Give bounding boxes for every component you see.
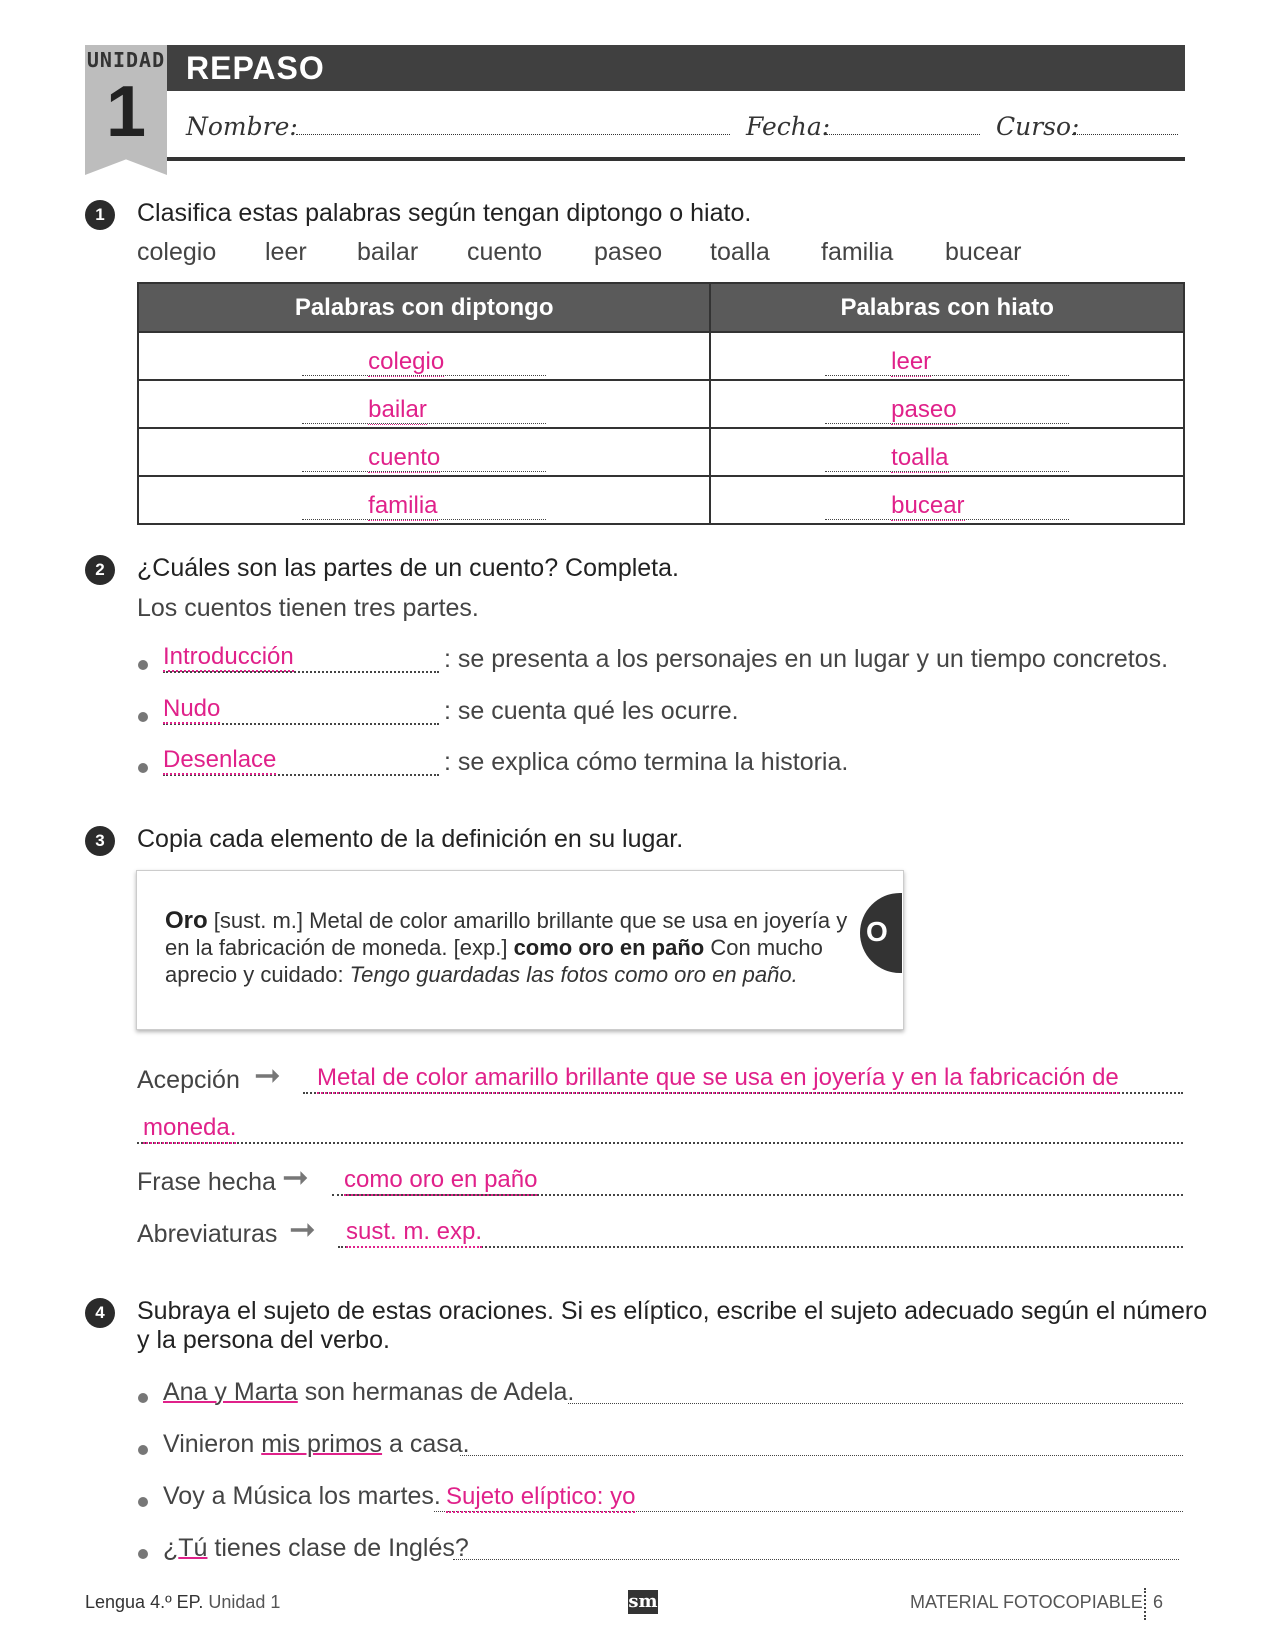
answer-field[interactable] [338, 1216, 1183, 1248]
sentence-post: son hermanas de Adela. [297, 1378, 575, 1406]
table-cell[interactable] [710, 476, 1184, 524]
table-header-hiato: Palabras con hiato [710, 283, 1184, 332]
answer-text: sust. m. exp. [346, 1218, 482, 1248]
exercise-instruction: ¿Cuáles son las partes de un cuento? Completa. [137, 554, 679, 582]
dictionary-entry [165, 907, 850, 988]
word-item: bailar [357, 238, 419, 266]
sentence-post: a casa. [382, 1430, 470, 1458]
sentence [163, 1430, 470, 1459]
answer-field[interactable] [434, 1482, 1183, 1512]
sentence-post: tienes clase de Inglés? [207, 1534, 469, 1562]
exercise-instruction: Clasifica estas palabras según tengan diptongo o hiato. [137, 199, 752, 227]
answer-hiato: bucear [891, 492, 965, 519]
table-row [138, 332, 1184, 380]
table-header-diptongo: Palabras con diptongo [138, 283, 710, 332]
answer-field[interactable] [332, 1164, 1183, 1196]
table-cell[interactable] [710, 332, 1184, 380]
answer-field[interactable] [163, 643, 439, 673]
footer-separator [1144, 1588, 1146, 1620]
bullet [138, 1497, 148, 1507]
entry-meaning: Con mucho aprecio y cuidado: [165, 935, 823, 987]
entry-phrase: como oro en paño [513, 935, 705, 960]
word-item: bucear [945, 238, 1022, 266]
sentence [163, 1482, 441, 1511]
entry-example: Tengo guardadas las fotos como oro en paño. [349, 962, 798, 987]
answer-field[interactable] [163, 695, 439, 725]
word-item: colegio [137, 238, 217, 266]
footer-subject [85, 1592, 280, 1613]
answer-field[interactable] [303, 1062, 1183, 1094]
exercise-instruction: Copia cada elemento de la definición en su lugar. [137, 825, 684, 853]
footer-material: MATERIAL FOTOCOPIABLE [910, 1592, 1143, 1612]
word-item: toalla [710, 238, 770, 266]
answer-field[interactable] [163, 746, 439, 776]
bullet [138, 763, 148, 773]
sentence-pre: Vinieron [163, 1430, 262, 1458]
part-description: : se presenta a los personajes en un lugar y un tiempo concretos. [444, 645, 1169, 673]
row-label: Abreviaturas [137, 1220, 278, 1248]
page-title: REPASO [186, 50, 325, 86]
answer-field-continued[interactable] [137, 1112, 1183, 1144]
sentence [163, 1378, 574, 1407]
table-cell[interactable] [138, 380, 710, 428]
table-cell[interactable] [138, 332, 710, 380]
row-label: Frase hecha [137, 1168, 276, 1196]
word-item: familia [821, 238, 894, 266]
header-rule [167, 157, 1185, 161]
answer-text: Sujeto elíptico: yo [446, 1483, 635, 1513]
part-description: : se cuenta qué les ocurre. [444, 697, 739, 725]
answer-text: Introducción [163, 643, 294, 670]
underlined-subject[interactable]: Ana y Marta [163, 1378, 298, 1406]
answer-text: Nudo [163, 695, 221, 722]
footer-unit: Unidad 1 [203, 1592, 281, 1612]
exercise-instruction-line2: y la persona del verbo. [137, 1326, 390, 1354]
fecha-field[interactable] [826, 134, 980, 135]
page-number: 6 [1153, 1592, 1164, 1612]
exercise-instruction: Subraya el sujeto de estas oraciones. Si es elíptico, escribe el sujeto adecuado según el número [137, 1297, 1208, 1325]
answer-field[interactable] [460, 1455, 1183, 1456]
sentence-pre: Voy a Música los martes. [163, 1482, 441, 1510]
unit-label: UNIDAD [86, 48, 166, 72]
answer-hiato: paseo [891, 396, 957, 423]
fecha-label: Fecha: [746, 112, 831, 141]
curso-label: Curso: [996, 112, 1080, 141]
answer-diptongo: familia [368, 492, 438, 519]
entry-abbr: [sust. m.] [207, 908, 310, 933]
nombre-field[interactable] [296, 134, 730, 135]
unit-number: 1 [105, 72, 147, 152]
underlined-subject[interactable]: Tú [178, 1534, 208, 1562]
sentence [163, 1534, 469, 1563]
table-row [138, 476, 1184, 524]
entry-word: Oro [165, 907, 208, 934]
word-item: leer [265, 238, 307, 266]
underlined-subject[interactable]: mis primos [261, 1430, 383, 1458]
exercise-number: 4 [85, 1298, 115, 1328]
sentence-pre: ¿ [163, 1534, 179, 1562]
dictionary-letter: O [866, 916, 888, 947]
footer-course: Lengua 4.º EP. [85, 1592, 204, 1612]
arrow-icon: ➞ [254, 1057, 281, 1093]
table-row [138, 380, 1184, 428]
classification-table [137, 282, 1185, 525]
exercise-number: 2 [85, 555, 115, 585]
part-description: : se explica cómo termina la historia. [444, 748, 849, 776]
arrow-icon: ➞ [282, 1159, 309, 1195]
table-cell[interactable] [710, 428, 1184, 476]
answer-text: Desenlace [163, 746, 277, 773]
answer-diptongo: bailar [368, 396, 427, 423]
exercise-number: 3 [85, 826, 115, 856]
answer-diptongo: cuento [368, 444, 441, 471]
table-cell[interactable] [710, 380, 1184, 428]
curso-field[interactable] [1072, 134, 1178, 135]
exercise-intro: Los cuentos tienen tres partes. [137, 594, 479, 622]
bullet [138, 712, 148, 722]
publisher-logo: sm [628, 1591, 658, 1612]
answer-field[interactable] [453, 1559, 1179, 1560]
answer-text: Metal de color amarillo brillante que se usa en joyería y en la fabricación de [317, 1064, 1119, 1094]
table-cell[interactable] [138, 476, 710, 524]
bullet [138, 660, 148, 670]
answer-text: moneda. [143, 1114, 236, 1144]
table-cell[interactable] [138, 428, 710, 476]
arrow-icon: ➞ [289, 1211, 316, 1247]
word-item: paseo [594, 238, 663, 266]
table-row [138, 428, 1184, 476]
bullet [138, 1445, 148, 1455]
exercise-number: 1 [85, 200, 115, 230]
answer-diptongo: colegio [368, 348, 445, 375]
nombre-label: Nombre: [186, 112, 298, 141]
word-item: cuento [467, 238, 543, 266]
row-label: Acepción [137, 1066, 240, 1094]
answer-field[interactable] [568, 1403, 1183, 1404]
bullet [138, 1549, 148, 1559]
answer-hiato: toalla [891, 444, 949, 471]
answer-text: como oro en paño [344, 1166, 537, 1196]
bullet [138, 1393, 148, 1403]
entry-definition: Metal de color amarillo brillante que se usa en joyería y en la fabricación de moneda. [exp.] [165, 908, 848, 960]
answer-hiato: leer [891, 348, 932, 375]
